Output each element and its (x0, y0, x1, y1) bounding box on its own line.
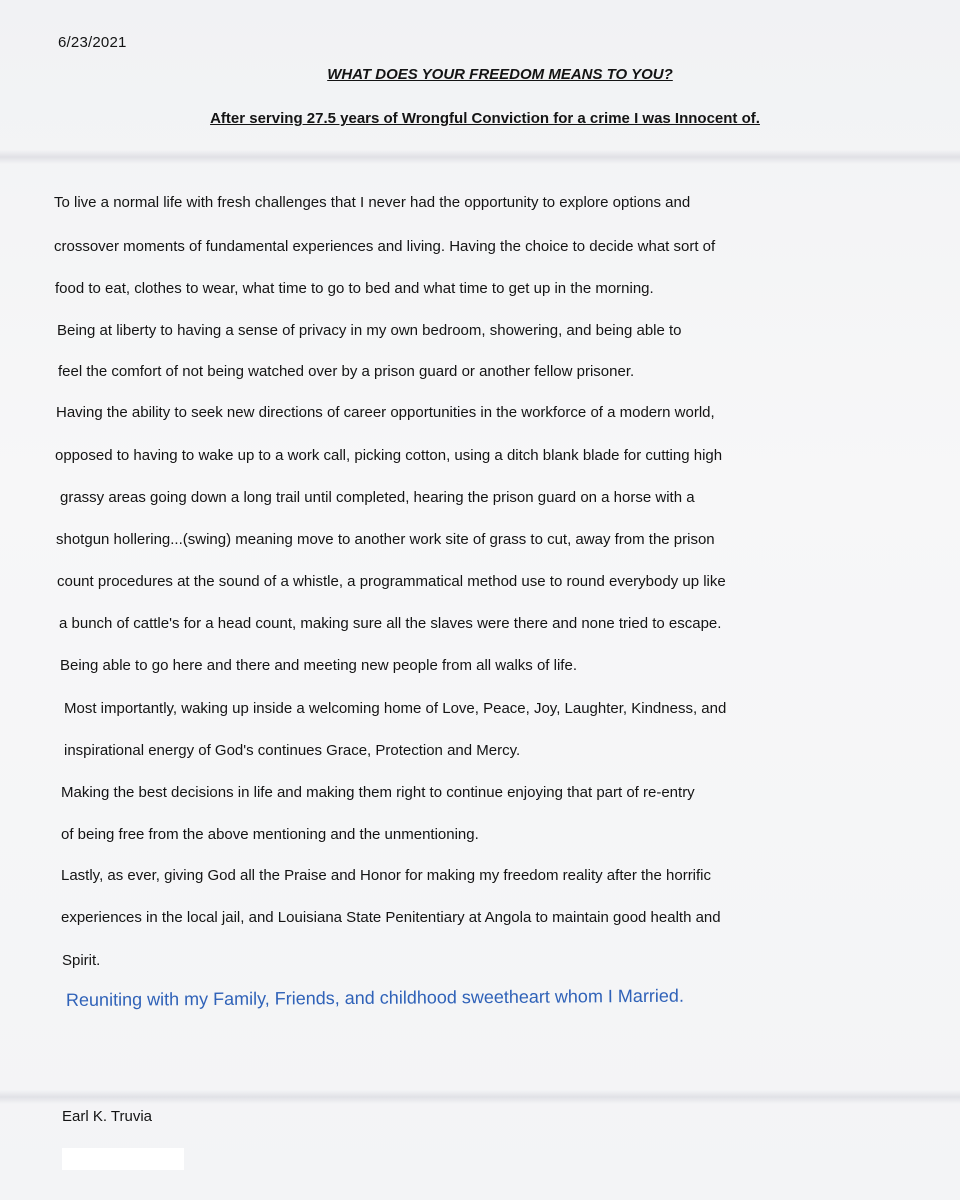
body-line: Being at liberty to having a sense of privacy in my own bedroom, showering, and being able to (57, 322, 682, 339)
body-line: crossover moments of fundamental experiences and living. Having the choice to decide what sort of (54, 238, 716, 255)
body-line: Lastly, as ever, giving God all the Praise and Honor for making my freedom reality after the horrific (61, 867, 712, 884)
body-line: inspirational energy of God's continues Grace, Protection and Mercy. (64, 742, 521, 759)
body-line: a bunch of cattle's for a head count, making sure all the slaves were there and none tried to escape. (59, 615, 722, 632)
paper-fold-crease (0, 150, 960, 164)
body-line: opposed to having to wake up to a work call, picking cotton, using a ditch blank blade for cutting high (55, 447, 723, 464)
body-line: grassy areas going down a long trail until completed, hearing the prison guard on a horse with a (60, 489, 695, 506)
closing-statement: Reuniting with my Family, Friends, and childhood sweetheart whom I Married. (65, 985, 684, 1010)
paper-fold-crease (0, 1090, 960, 1104)
body-line: of being free from the above mentioning and the unmentioning. (61, 826, 479, 843)
body-line: To live a normal life with fresh challenges that I never had the opportunity to explore options and (54, 194, 691, 211)
body-line: Being able to go here and there and meeting new people from all walks of life. (60, 657, 577, 674)
redaction-box (62, 1148, 184, 1170)
body-line: experiences in the local jail, and Louisiana State Penitentiary at Angola to maintain good health and (61, 909, 721, 926)
body-line: Spirit. (62, 952, 101, 969)
body-line: feel the comfort of not being watched over by a prison guard or another fellow prisoner. (58, 363, 635, 380)
letter-date: 6/23/2021 (58, 34, 127, 51)
body-line: count procedures at the sound of a whistle, a programmatical method use to round everybody up like (57, 573, 726, 590)
letter-subtitle: After serving 27.5 years of Wrongful Conviction for a crime I was Innocent of. (210, 110, 760, 127)
body-line: Having the ability to seek new directions of career opportunities in the workforce of a modern world, (56, 404, 715, 421)
body-line: food to eat, clothes to wear, what time to go to bed and what time to get up in the morning. (55, 280, 654, 297)
body-line: Most importantly, waking up inside a welcoming home of Love, Peace, Joy, Laughter, Kindness, and (64, 700, 727, 717)
body-line: shotgun hollering...(swing) meaning move to another work site of grass to cut, away from the prison (56, 531, 715, 548)
letter-title: WHAT DOES YOUR FREEDOM MEANS TO YOU? (327, 66, 673, 83)
author-signature: Earl K. Truvia (62, 1108, 153, 1125)
body-line: Making the best decisions in life and making them right to continue enjoying that part of re-entry (61, 784, 695, 801)
